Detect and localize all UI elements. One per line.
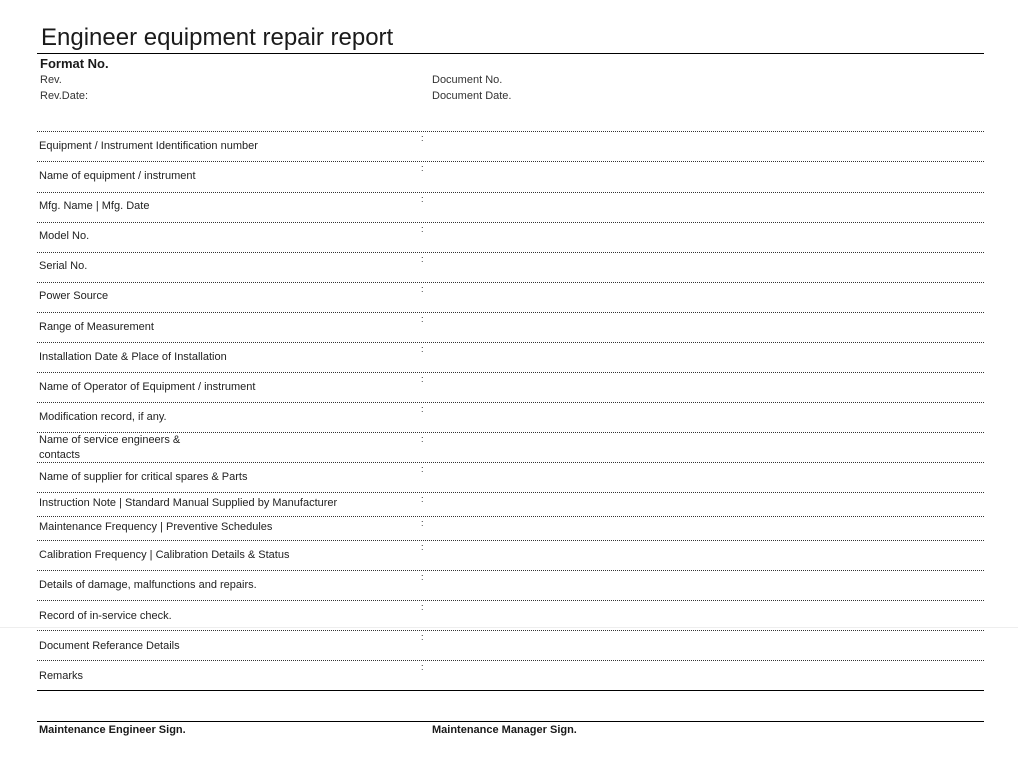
- field-row-operator: [37, 372, 984, 402]
- field-label: Power Source: [39, 290, 109, 302]
- field-colon: :: [421, 518, 424, 528]
- field-colon: :: [421, 434, 424, 444]
- field-label: Installation Date & Place of Installation: [39, 351, 227, 363]
- field-colon: :: [421, 374, 424, 384]
- field-label: Calibration Frequency | Calibration Details & Status: [39, 549, 290, 561]
- document-no-label: Document No.: [432, 74, 503, 86]
- field-colon: :: [421, 632, 424, 642]
- field-label: Instruction Note | Standard Manual Supplied by Manufacturer: [39, 497, 338, 509]
- field-label: Remarks: [39, 670, 84, 682]
- field-label: Equipment / Instrument Identification number: [39, 140, 258, 152]
- title-divider: [37, 53, 984, 54]
- field-colon: :: [421, 284, 424, 294]
- field-row-power-source: [37, 282, 984, 312]
- field-label: Details of damage, malfunctions and repairs.: [39, 579, 257, 591]
- field-row-instruction-note: [37, 492, 984, 516]
- field-row-equipment-name: [37, 161, 984, 192]
- page-break-line: [0, 627, 1018, 628]
- rev-date-label: Rev.Date:: [40, 90, 89, 102]
- field-colon: :: [421, 224, 424, 234]
- field-colon: :: [421, 344, 424, 354]
- field-row-damage-details: [37, 570, 984, 600]
- manager-signature-label: Maintenance Manager Sign.: [432, 724, 577, 736]
- field-colon: :: [421, 194, 424, 204]
- field-label: Modification record, if any.: [39, 411, 167, 423]
- signature-rule: [37, 721, 984, 722]
- engineer-signature-label: Maintenance Engineer Sign.: [39, 724, 186, 736]
- field-label: Serial No.: [39, 260, 88, 272]
- field-row-document-reference: [37, 630, 984, 660]
- field-row-service-engineers: [37, 432, 984, 462]
- field-colon: :: [421, 572, 424, 582]
- field-label: Model No.: [39, 230, 90, 242]
- field-colon: :: [421, 133, 424, 143]
- field-colon: :: [421, 662, 424, 672]
- field-label: Document Referance Details: [39, 640, 180, 652]
- field-row-installation: [37, 342, 984, 372]
- field-row-serial-no: [37, 252, 984, 282]
- field-colon: :: [421, 314, 424, 324]
- field-colon: :: [421, 254, 424, 264]
- field-label: Name of supplier for critical spares & Parts: [39, 471, 248, 483]
- field-row-mfg: [37, 192, 984, 222]
- field-label: Name of Operator of Equipment / instrument: [39, 381, 256, 393]
- document-date-label: Document Date.: [432, 90, 512, 102]
- field-label: Name of equipment / instrument: [39, 170, 196, 182]
- rev-label: Rev.: [40, 74, 62, 86]
- field-label: Range of Measurement: [39, 321, 154, 333]
- field-row-in-service-check: [37, 600, 984, 630]
- format-no-label: Format No.: [40, 56, 109, 71]
- field-row-model-no: [37, 222, 984, 252]
- field-colon: :: [421, 602, 424, 612]
- field-colon: :: [421, 542, 424, 552]
- field-row-modification: [37, 402, 984, 432]
- field-row-calibration: [37, 540, 984, 570]
- field-label: Mfg. Name | Mfg. Date: [39, 200, 150, 212]
- field-row-maintenance-frequency: [37, 516, 984, 540]
- document-title: Engineer equipment repair report: [41, 24, 394, 51]
- form-bottom-rule: [37, 690, 984, 691]
- field-label: Record of in-service check.: [39, 610, 172, 622]
- field-row-supplier: [37, 462, 984, 492]
- field-row-remarks: [37, 660, 984, 690]
- field-colon: :: [421, 494, 424, 504]
- field-row-equipment-id: [37, 131, 984, 161]
- field-colon: :: [421, 464, 424, 474]
- field-label: Name of service engineers & contacts: [39, 434, 181, 461]
- field-colon: :: [421, 404, 424, 414]
- field-colon: :: [421, 163, 424, 173]
- field-row-range: [37, 312, 984, 342]
- field-label: Maintenance Frequency | Preventive Schedules: [39, 521, 273, 533]
